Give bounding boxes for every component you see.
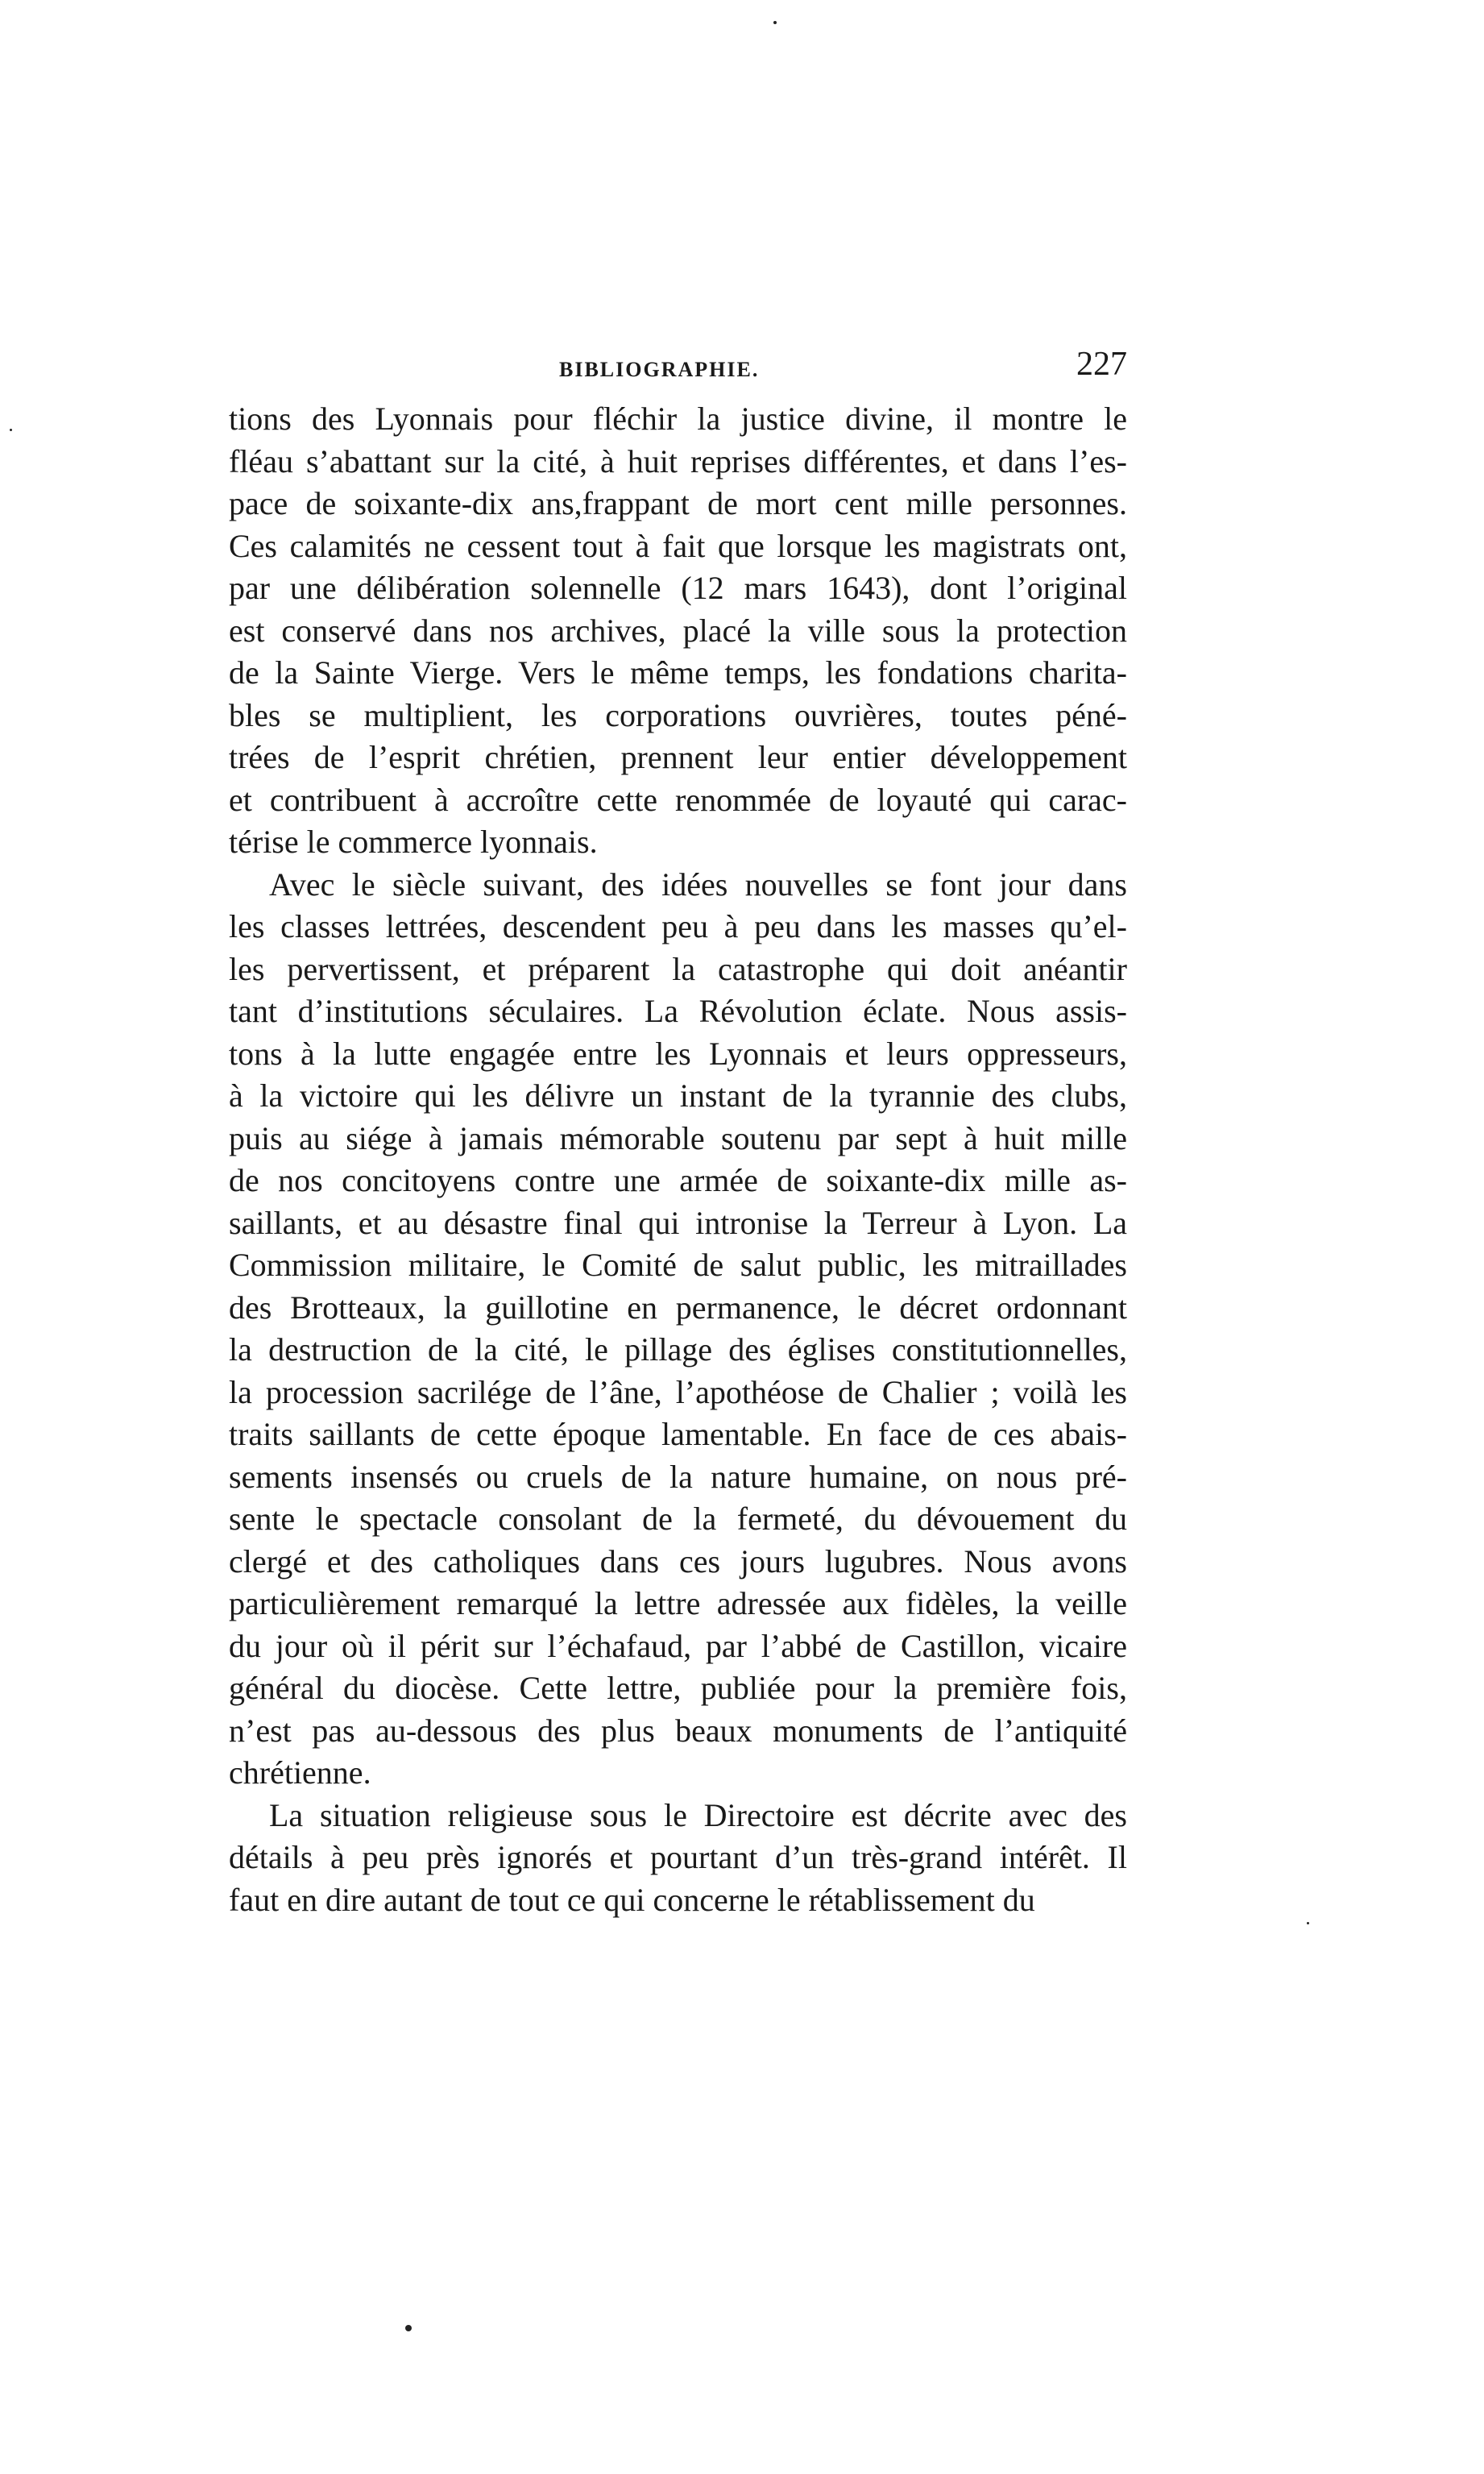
ink-speck	[1307, 1922, 1309, 1924]
text-line: à la victoire qui les délivre un instant de la tyrannie des clubs,	[229, 1077, 1127, 1114]
text-line: sente le spectacle consolant de la fermeté, du dévouement du	[229, 1501, 1127, 1537]
text-line: par une délibération solennelle (12 mars 1643), dont l’original	[229, 570, 1127, 606]
ink-speck	[773, 21, 777, 24]
body-text	[229, 398, 1127, 1921]
ink-speck	[405, 2325, 412, 2331]
text-line: bles se multiplient, les corporations ouvrières, toutes péné-	[229, 696, 1127, 733]
ink-speck	[10, 429, 12, 431]
paragraph	[229, 1795, 1127, 1922]
text-line: tant d’institutions séculaires. La Révolution éclate. Nous assis-	[229, 993, 1127, 1029]
paragraph	[229, 398, 1127, 864]
text-line: la procession sacrilége de l’âne, l’apothéose de Chalier ; voilà les	[229, 1373, 1127, 1410]
text-line: de nos concitoyens contre une armée de soixante-dix mille as-	[229, 1162, 1127, 1198]
text-line: les pervertissent, et préparent la catastrophe qui doit anéantir	[229, 950, 1127, 987]
text-line: La situation religieuse sous le Directoire est décrite avec des	[269, 1796, 1127, 1833]
page-number: 227	[1076, 346, 1127, 383]
text-line: térise le commerce lyonnais.	[229, 824, 598, 860]
text-line: Avec le siècle suivant, des idées nouvelles se font jour dans	[269, 865, 1127, 903]
text-line: saillants, et au désastre final qui intronise la Terreur à Lyon. La	[229, 1204, 1127, 1241]
text-line: les classes lettrées, descendent peu à peu dans les masses qu’el-	[229, 908, 1127, 944]
text-line: traits saillants de cette époque lamentable. En face de ces abais-	[229, 1416, 1127, 1452]
text-line: pace de soixante-dix ans,frappant de mort cent mille personnes.	[229, 485, 1127, 521]
text-line: chrétienne.	[229, 1754, 371, 1791]
text-line: général du diocèse. Cette lettre, publiée pour la première fois,	[229, 1670, 1127, 1706]
text-line: particulièrement remarqué la lettre adressée aux fidèles, la veille	[229, 1585, 1127, 1621]
text-line: fléau s’abattant sur la cité, à huit reprises différentes, et dans l’es-	[229, 442, 1127, 479]
text-line: Ces calamités ne cessent tout à fait que lorsque les magistrats ont,	[229, 527, 1127, 564]
text-line: des Brotteaux, la guillotine en permanence, le décret ordonnant	[229, 1289, 1127, 1326]
text-line: puis au siége à jamais mémorable soutenu par sept à huit mille	[229, 1119, 1127, 1156]
text-line: tions des Lyonnais pour fléchir la justice divine, il montre le	[229, 401, 1127, 437]
running-title: BIBLIOGRAPHIE.	[559, 358, 760, 381]
text-line: du jour où il périt sur l’échafaud, par l’abbé de Castillon, vicaire	[229, 1627, 1127, 1664]
text-line: est conservé dans nos archives, placé la ville sous la protection	[229, 612, 1127, 649]
text-line: clergé et des catholiques dans ces jours lugubres. Nous avons	[229, 1542, 1127, 1579]
text-line: tons à la lutte engagée entre les Lyonnais et leurs oppresseurs,	[229, 1035, 1127, 1072]
text-line: Commission militaire, le Comité de salut public, les mitraillades	[229, 1247, 1127, 1283]
text-line: la destruction de la cité, le pillage des églises constitutionnelles,	[229, 1331, 1127, 1368]
text-line: et contribuent à accroître cette renommée de loyauté qui carac-	[229, 781, 1127, 818]
running-head	[229, 340, 1127, 396]
text-line: sements insensés ou cruels de la nature humaine, on nous pré-	[229, 1458, 1127, 1495]
text-line: faut en dire autant de tout ce qui concerne le rétablissement du	[229, 1881, 1035, 1918]
paragraph	[229, 864, 1127, 1795]
text-line: de la Sainte Vierge. Vers le même temps, les fondations charita-	[229, 654, 1127, 691]
text-line: trées de l’esprit chrétien, prennent leur entier développement	[229, 739, 1127, 775]
text-line: détails à peu près ignorés et pourtant d’un très-grand intérêt. Il	[229, 1839, 1127, 1875]
text-line: n’est pas au-dessous des plus beaux monuments de l’antiquité	[229, 1712, 1127, 1749]
